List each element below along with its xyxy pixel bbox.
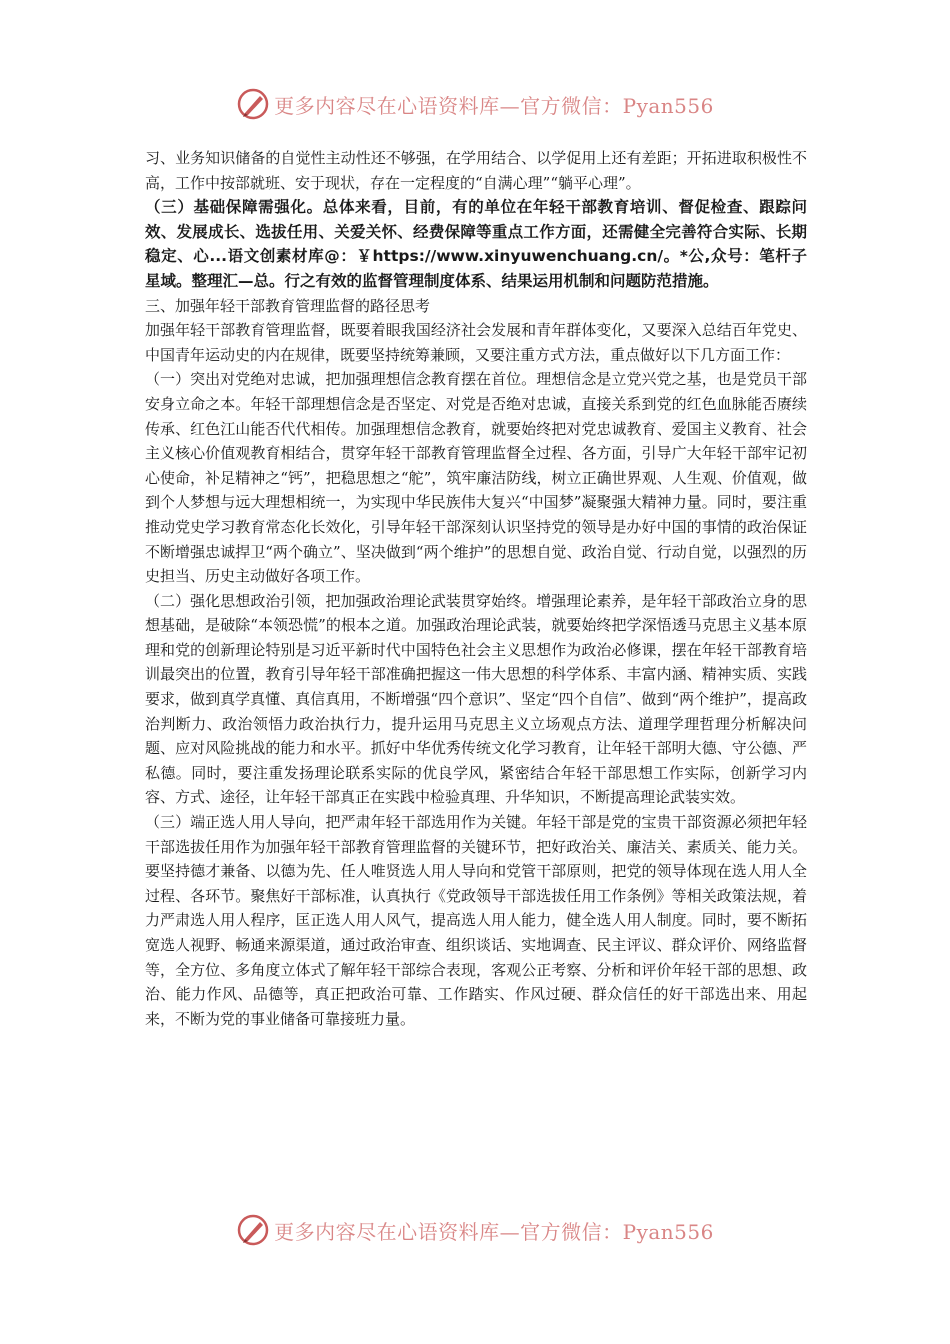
- paragraph: 习、业务知识储备的自觉性主动性还不够强，在学用结合、以学促用上还有差距；开拓进取积极性不高，工作中按部就班、安于现状，存在一定程度的“自满心理”“躺平心理”。: [145, 149, 807, 192]
- section-heading: 三、加强年轻干部教育管理监督的路径思考: [145, 296, 431, 315]
- bold-paragraph: （三）基础保障需强化。总体来看，目前，有的单位在年轻干部教育培训、督促检查、跟踪问效、发展成长、选拔任用、关爱关怀、经费保障等重点工作方面，还需健全完善符合实际、长期稳定、心...语文创素材库@：￥https://www.xinyuwenchuang.cn/。*公,众号：笔杆子星域。整理汇—总。行之有效的监督管理制度体系、结果运用机制和问题防范措施。: [145, 198, 807, 290]
- paragraph: （二）强化思想政治引领，把加强政治理论武装贯穿始终。增强理论素养，是年轻干部政治立身的思想基础，是破除“本领恐慌”的根本之道。加强政治理论武装，就要始终把学深悟透马克思主义基本原理和党的创新理论特别是习近平新时代中国特色社会主义思想作为政治必修课，摆在年轻干部教育培训最突出的位置，教育引导年轻干部准确把握这一伟大思想的科学体系、丰富内涵、精神实质、实践要求，做到真学真懂、真信真用，不断增强“四个意识”、坚定“四个自信”、做到“两个维护”，提高政治判断力、政治领悟力政治执行力，提升运用马克思主义立场观点方法、道理学理哲理分析解决问题、应对风险挑战的能力和水平。抓好中华优秀传统文化学习教育，让年轻干部明大德、守公德、严私德。同时，要注重发扬理论联系实际的优良学风，紧密结合年轻干部思想工作实际，创新学习内容、方式、途径，让年轻干部真正在实践中检验真理、升华知识，不断提高理论武装实效。: [145, 591, 807, 807]
- footer-watermark-banner: [0, 1210, 950, 1250]
- document-body: [145, 146, 807, 1031]
- paragraph: （一）突出对党绝对忠诚，把加强理想信念教育摆在首位。理想信念是立党兴党之基，也是党员干部安身立命之本。年轻干部理想信念是否坚定、对党是否绝对忠诚，直接关系到党的红色血脉能否赓续传承、红色江山能否代代相传。加强理想信念教育，就要始终把对党忠诚教育、爱国主义教育、社会主义核心价值观教育相结合，贯穿年轻干部教育管理监督全过程、各方面，引导广大年轻干部牢记初心使命，补足精神之“钙”，把稳思想之“舵”，筑牢廉洁防线，树立正确世界观、人生观、价值观，做到个人梦想与远大理想相统一，为实现中华民族伟大复兴“中国梦”凝聚强大精神力量。同时，要注重推动党史学习教育常态化长效化，引导年轻干部深刻认识坚持党的领导是办好中国的事情的政治保证不断增强忠诚捍卫“两个确立”、坚决做到“两个维护”的思想自觉、政治自觉、行动自觉，以强烈的历史担当、历史主动做好各项工作。: [145, 370, 807, 586]
- paragraph: （三）端正选人用人导向，把严肃年轻干部选用作为关键。年轻干部是党的宝贵干部资源必须把年轻干部选拔任用作为加强年轻干部教育管理监督的关键环节，把好政治关、廉洁关、素质关、能力关。要坚持德才兼备、以德为先、任人唯贤选人用人导向和党管干部原则，把党的领导体现在选人用人全过程、各环节。聚焦好干部标准，认真执行《党政领导干部选拔任用工作条例》等相关政策法规，着力严肃选人用人程序，匡正选人用人风气，提高选人用人能力，健全选人用人制度。同时，要不断拓宽选人视野、畅通来源渠道，通过政治审查、组织谈话、实地调查、民主评议、群众评价、网络监督等，全方位、多角度立体式了解年轻干部综合表现，客观公正考察、分析和评价年轻干部的思想、政治、能力作风、品德等，真正把政治可靠、工作踏实、作风过硬、群众信任的好干部选出来、用起来，不断为党的事业储备可靠接班力量。: [145, 813, 807, 1028]
- paragraph: 加强年轻干部教育管理监督，既要着眼我国经济社会发展和青年群体变化，又要深入总结百年党史、中国青年运动史的内在规律，既要坚持统筹兼顾，又要注重方式方法，重点做好以下几方面工作：: [145, 321, 807, 364]
- banner-text: 更多内容尽在心语资料库—官方微信：Pyan556: [274, 1219, 714, 1244]
- banner-text: 更多内容尽在心语资料库—官方微信：Pyan556: [274, 93, 714, 118]
- pen-circle-logo-icon: [236, 1213, 270, 1247]
- header-watermark-banner: [0, 84, 950, 124]
- pen-circle-logo-icon: [236, 87, 270, 121]
